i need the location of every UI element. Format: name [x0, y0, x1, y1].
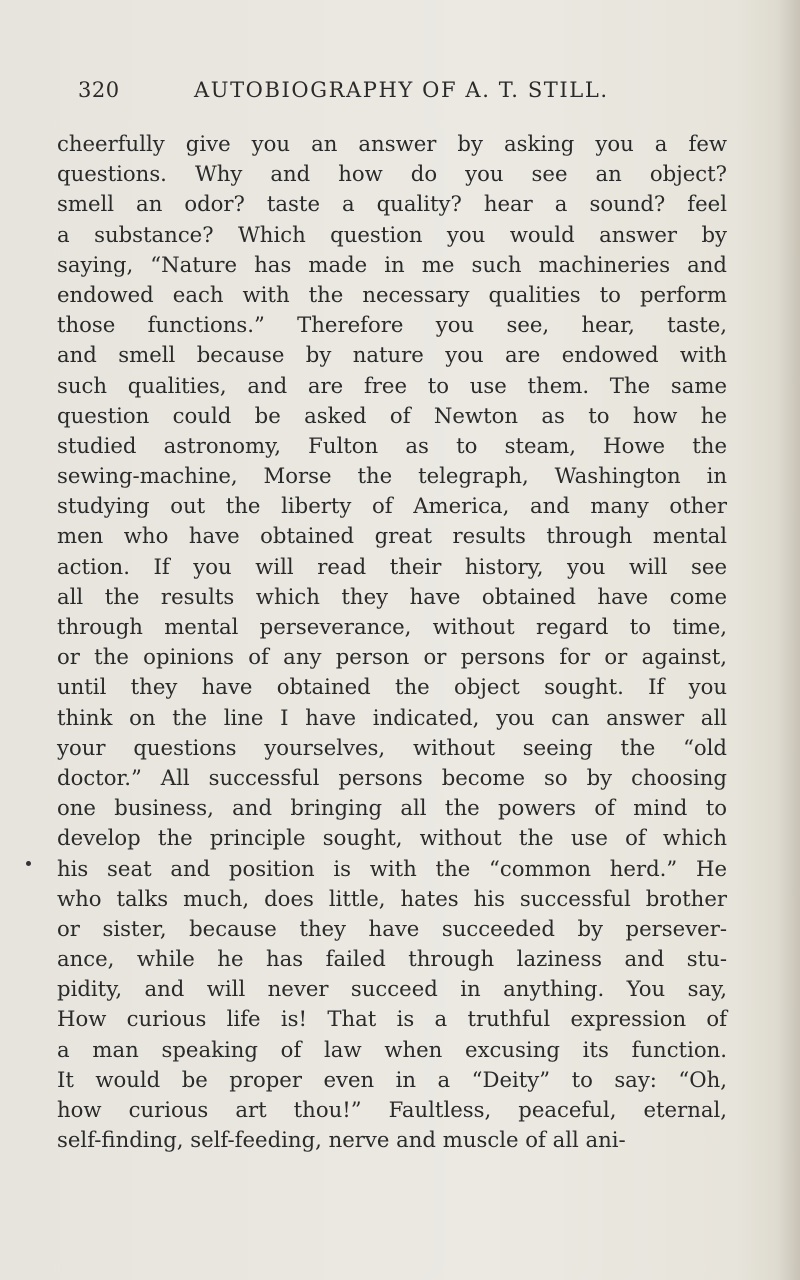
- text-line: endowed each with the necessary qualities to perform: [57, 281, 727, 307]
- text-line: ance, while he has failed through laziness and stu-: [57, 946, 727, 972]
- margin-dot: [26, 861, 31, 866]
- text-line: saying, “Nature has made in me such machineries and: [57, 251, 727, 277]
- text-line: pidity, and will never succeed in anything. You say,: [57, 976, 727, 1002]
- text-line: smell an odor? taste a quality? hear a sound? feel: [57, 191, 727, 217]
- text-line: his seat and position is with the “common herd.” He: [57, 855, 727, 881]
- text-line: cheerfully give you an answer by asking you a few: [57, 131, 727, 156]
- text-line: all the results which they have obtained have come: [57, 583, 727, 609]
- text-line: It would be proper even in a “Deity” to say: “Oh,: [57, 1066, 727, 1092]
- text-line: or the opinions of any person or persons for or against,: [57, 644, 727, 670]
- text-line: how curious art thou!” Faultless, peaceful, eternal,: [57, 1097, 727, 1122]
- text-line: develop the principle sought, without the use of which: [57, 825, 727, 851]
- text-line: studied astronomy, Fulton as to steam, Howe the: [57, 432, 727, 458]
- text-line: and smell because by nature you are endowed with: [57, 342, 727, 368]
- page-number: 320: [78, 78, 120, 102]
- text-line: or sister, because they have succeeded by persever-: [57, 915, 727, 941]
- text-line: sewing-machine, Morse the telegraph, Washington in: [57, 463, 727, 489]
- text-line: men who have obtained great results through mental: [57, 523, 727, 549]
- text-line: questions. Why and how do you see an object?: [57, 161, 727, 187]
- text-line: a substance? Which question you would answer by: [57, 221, 727, 247]
- text-line: who talks much, does little, hates his successful brother: [57, 885, 727, 911]
- text-line: action. If you will read their history, you will see: [57, 553, 727, 579]
- text-line: studying out the liberty of America, and many other: [57, 493, 727, 519]
- page-edge-shadow: [778, 0, 800, 1280]
- body-text: [57, 129, 727, 1155]
- text-line: one business, and bringing all the powers of mind to: [57, 795, 727, 821]
- text-line: through mental perseverance, without regard to time,: [57, 614, 727, 639]
- text-line: How curious life is! That is a truthful expression of: [57, 1006, 727, 1032]
- text-line: self-finding, self-feeding, nerve and muscle of all ani-: [57, 1127, 626, 1153]
- page-header: [78, 78, 718, 106]
- running-head: AUTOBIOGRAPHY OF A. T. STILL.: [194, 78, 609, 102]
- text-line: question could be asked of Newton as to how he: [57, 402, 727, 428]
- text-line: a man speaking of law when excusing its function.: [57, 1036, 727, 1062]
- text-line: your questions yourselves, without seeing the “old: [57, 734, 727, 760]
- text-line: those functions.” Therefore you see, hear, taste,: [57, 312, 727, 338]
- text-line: doctor.” All successful persons become so by choosing: [57, 764, 727, 790]
- text-line: think on the line I have indicated, you can answer all: [57, 704, 727, 730]
- text-line: such qualities, and are free to use them. The same: [57, 372, 727, 398]
- text-line: until they have obtained the object sought. If you: [57, 674, 727, 700]
